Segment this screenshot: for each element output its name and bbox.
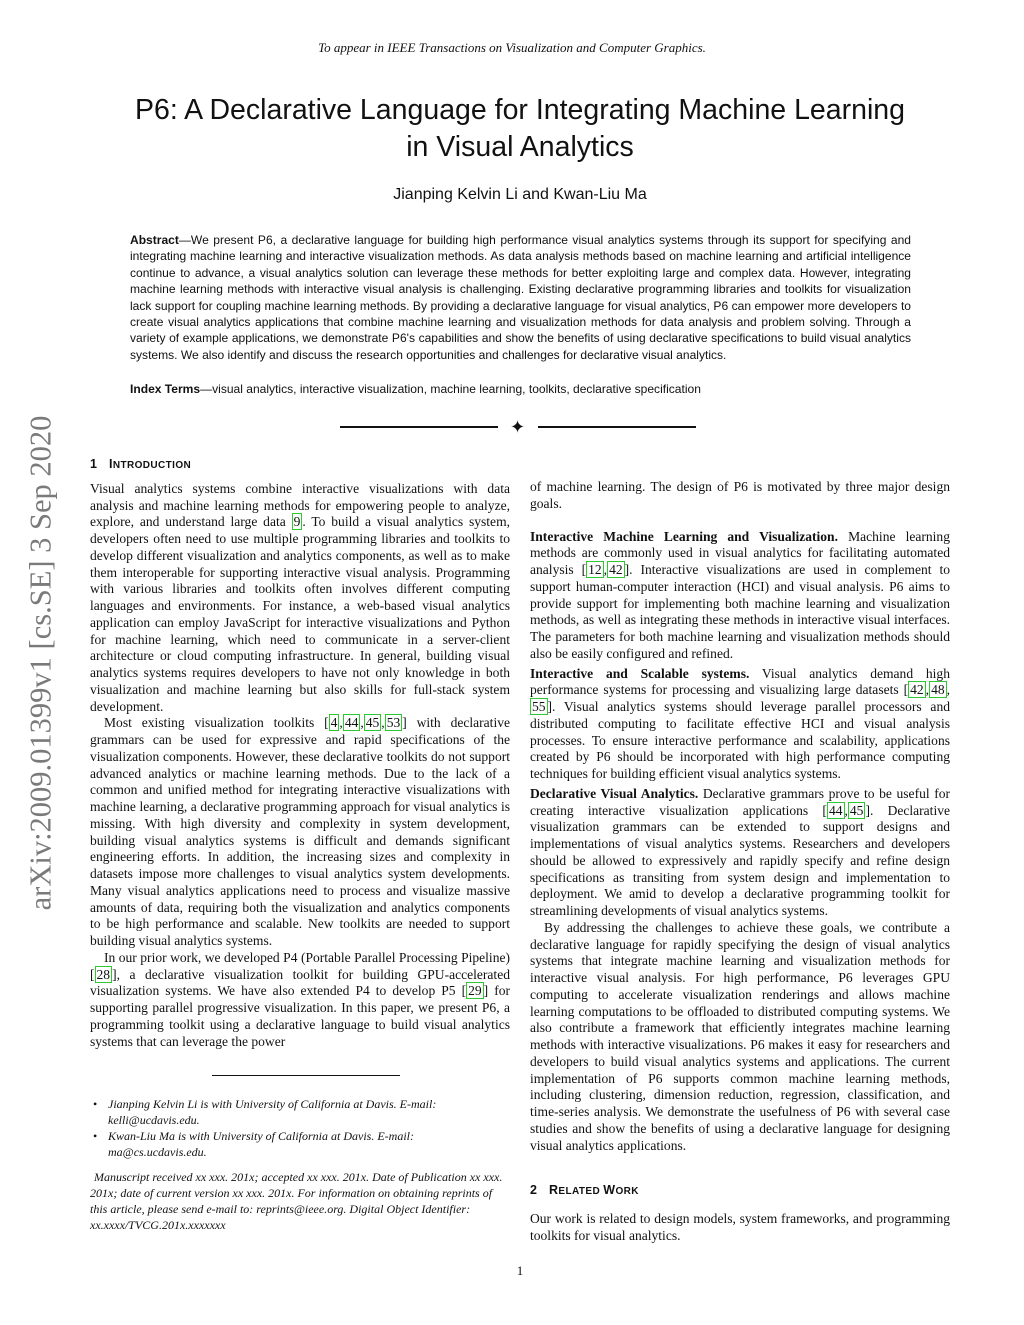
manuscript-note: Manuscript received xx xxx. 201x; accepted xx xxx. 201x. Date of Publication xx xxx. 201x; date of current version xx xxx. 201x. For information on obtaining reprints of this article, please send e-mail to: reprints@ieee.org. Digital Object Identifier: xx.xxxx/TVCG.201x.xxxxxxx — [90, 1170, 503, 1232]
citation-link[interactable]: 45 — [849, 802, 864, 818]
index-terms-label: Index Terms — [130, 382, 201, 396]
footnotes — [90, 1096, 510, 1233]
arxiv-stamp — [22, 368, 60, 958]
citation-link[interactable]: 55 — [532, 699, 546, 714]
intro-paragraph-3: In our prior work, we developed P4 (Portable Parallel Processing Pipeline) [ 28 ], a declarative visualization toolkit for building GPU-accelerated visualization systems. We have also extended P4 to develop P5 [ 29 ] for supporting parallel progressive visualization. In this paper, we present P6, a programming toolkit using a declarative language to build visual analytics systems that can leverage the power — [90, 949, 510, 1049]
abstract — [130, 232, 911, 363]
design-goal-1: Interactive Machine Learning and Visualization. Machine learning methods are commonly used in visual analytics for facilitating automated analysis [ 12 , 42 ]. Interactive visualizations are used in complement to support human-computer interaction (HCI) and visual analysis. P6 aims to provide support for implementing both machine learning and visualization methods, as well as integrating these methods in interactive visual interfaces. The parameters for both machine learning and visualization methods should also be easily configured and refined. — [530, 528, 951, 661]
separator-line-left — [340, 426, 498, 428]
section-heading-related-work: 2 RELATED WORK — [530, 1183, 639, 1198]
citation-link[interactable]: 44 — [344, 715, 359, 731]
related-work-paragraph: Our work is related to design models, system frameworks, and programming toolkits for visual analytics. — [530, 1211, 950, 1243]
citation-link[interactable]: 9 — [293, 514, 301, 530]
citation-link[interactable]: 29 — [468, 983, 482, 999]
left-column — [90, 456, 510, 1050]
citation-link[interactable]: 44 — [828, 802, 843, 818]
separator-diamond-icon: ✦ — [510, 417, 526, 437]
footnote-author-2: • Kwan-Liu Ma is with University of California at Davis. E-mail: ma@cs.ucdavis.edu. — [90, 1128, 510, 1160]
abstract-label: Abstract — [130, 233, 179, 247]
citation-link[interactable]: 28 — [96, 966, 111, 982]
index-terms-text: —visual analytics, interactive visualization, machine learning, toolkits, declarative specification — [200, 382, 701, 396]
title-line-2: in Visual Analytics — [406, 131, 634, 163]
citation-link[interactable]: 45 — [365, 715, 380, 731]
intro-paragraph-2: Most existing visualization toolkits [ 4 , 44 , 45 , 53 ] with declarative grammars can be used for expressive and rapid specifications of the visualization components. However, these declarative toolkits do not support advanced analytics or machine learning methods. Due to the lack of a common and unified method for integrating interactive visualizations with machine learning, a declarative programming approach for visual analytics is missing. With high diversity and complexity in system development, building visual analytics systems is difficult and demands significant engineering efforts. In addition, the increasing sizes and complexity in datasets impose more challenges to visual analytics system developments. Many visual analytics applications need to process and visualize massive amounts of data, requiring both the visualization and analytics components to be high performance and scalable. New toolkits are needed to support building visual analytics systems. — [90, 715, 510, 948]
footnote-rule — [212, 1075, 400, 1076]
email-link[interactable]: ma@cs.ucdavis.edu. — [108, 1145, 207, 1159]
footnote-author-1: • Jianping Kelvin Li is with University of California at Davis. E-mail: kelli@ucdavis.edu. — [90, 1096, 510, 1128]
right-column — [530, 479, 950, 1245]
email-link[interactable]: kelli@ucdavis.edu. — [108, 1113, 200, 1127]
citation-link[interactable]: 48 — [931, 682, 945, 698]
section-heading-introduction: 1 INTRODUCTION — [90, 457, 192, 471]
citation-link[interactable]: 12 — [588, 562, 602, 577]
design-goal-heading: Interactive Machine Learning and Visualization. — [530, 528, 838, 544]
separator-line-right — [538, 426, 696, 428]
intro-paragraph-1: Visual analytics systems combine interactive visualizations with data analysis and machine learning methods for empowering people to analyze, explore, and understand large data 9 . To build a visual analytics system, developers often need to use multiple programming libraries and toolkits to develop different visualization and analytics components, as well as to make them interoperable for supporting interactive visual analysis. Programming with various libraries and toolkits often involves different computing languages and environments. For instance, a web-based visual analytics application can employ JavaScript for interactive visualizations and Python for machine learning, which need to communicate in a server-client architecture or cloud computing infrastructure. In general, building visual analytics systems requires developers to have not only knowledge in both visualization and machine learning but also skills for full-stack system development. — [90, 480, 510, 714]
section-separator — [340, 417, 700, 437]
design-goal-2: Interactive and Scalable systems. Visual analytics demand high performance systems for processing and visualizing large datasets [ 42 , 48 , 55 ]. Visual analytics systems should leverage parallel processors and distributed computing to facilitate effective HCI and visual analysis processes. To ensure interactive performance and scalability, applications created by P6 should be incorporated with high performance computing techniques for building efficient visual analytics systems. — [530, 665, 950, 781]
arxiv-stamp-text: arXiv:2009.01399v1 [cs.SE] 3 Sep 2020 — [23, 415, 58, 911]
index-terms — [130, 381, 911, 397]
design-goal-3: Declarative Visual Analytics. Declarative grammars prove to be useful for creating interactive visualization applications [ 44 , 45 ]. Declarative visualization grammars can be extended to support designs and implementations of visual analytics systems. Researchers and developers should be allowed to expressively and rapidly specify and refine design specifications as transiting from system design and implementation to deployment. We amid to develop a declarative programming toolkit for streamlining developments of visual analytics systems. — [530, 785, 950, 918]
design-goal-heading: Declarative Visual Analytics. — [530, 785, 699, 801]
abstract-text: —We present P6, a declarative language for building high performance visual analytics systems through its support for specifying and integrating machine learning and interactive visualization methods. As data analysis methods based on machine learning and artificial intelligence continue to advance, a visual analytics solution can leverage these methods for better exploiting large and complex data. However, integrating machine learning methods with interactive visual analysis is challenging. Existing declarative programming libraries and toolkits for visualization lack support for coupling machine learning methods. By providing a declarative language for visual analytics, P6 can empower more developers to create visual analytics applications that combine machine learning and visualization methods for data analysis and problem solving. Through a variety of example applications, we demonstrate P6's capabilities and show the benefits of using declarative specifications to build visual analytics systems. We also identify and discuss the research opportunities and challenges for declarative visual analytics. — [130, 233, 911, 362]
venue-header: To appear in IEEE Transactions on Visualization and Computer Graphics. — [318, 40, 706, 55]
title-line-1: P6: A Declarative Language for Integrating Machine Learning — [134, 94, 905, 126]
citation-link[interactable]: 42 — [609, 562, 623, 577]
bullet-icon: • — [93, 1097, 98, 1111]
intro-continuation: of machine learning. The design of P6 is motivated by three major design goals. — [530, 479, 950, 511]
contributions-paragraph: By addressing the challenges to achieve these goals, we contribute a declarative language for rapidly specifying the design of visual analytics systems that integrate machine learning and visualization methods for interactive visual analysis. For high performance, P6 leverages GPU computing to accelerate visualization renderings and allows machine learning computations to be offloaded to distributed computing systems. We also contribute a framework that efficiently integrates machine learning methods with interactive visualizations. P6 makes it easy for researchers and developers to build visual analytics systems and applications. The current implementation of P6 supports common machine learning methods, including clustering, dimension reduction, regression, classification, and time-series analysis. We demonstrate the usefulness of P6 with several case studies and show the benefits of using a declarative language for designing visual analytics applications. — [530, 919, 950, 1153]
paper-title — [100, 92, 940, 166]
citation-link[interactable]: 42 — [910, 682, 924, 698]
citation-link[interactable]: 4 — [330, 715, 338, 731]
design-goal-heading: Interactive and Scalable systems. — [530, 665, 750, 681]
citation-link[interactable]: 53 — [386, 715, 401, 731]
bullet-icon: • — [93, 1129, 98, 1143]
author-list: Jianping Kelvin Li and Kwan-Liu Ma — [393, 186, 647, 203]
page-number: 1 — [516, 1263, 524, 1278]
